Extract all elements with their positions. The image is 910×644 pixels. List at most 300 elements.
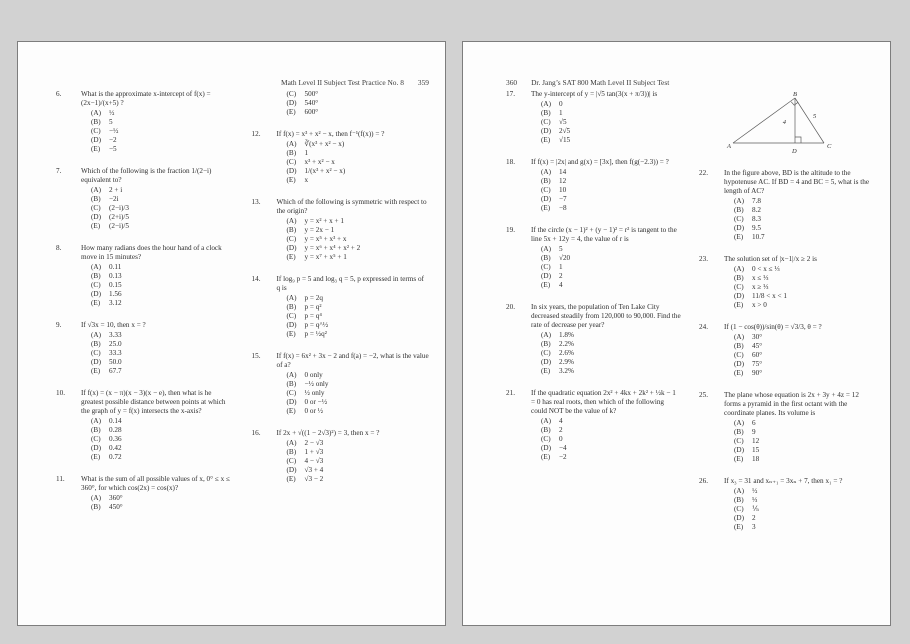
- option-text: 500°: [304, 90, 319, 98]
- option-text: (2+i)/5: [109, 213, 130, 221]
- option-label: (B): [286, 303, 297, 311]
- question-stem: If f(x) = |2x| and g(x) = [3x], then f(g(−2.3)) = ?: [531, 158, 669, 166]
- option-text: 0 or ½: [304, 407, 324, 415]
- option-label: (B): [286, 226, 297, 234]
- option-label: (E): [541, 367, 551, 375]
- question-body: [531, 158, 681, 213]
- question-number: 22.: [699, 169, 708, 177]
- question-number: 25.: [699, 391, 708, 399]
- question-body: [81, 321, 234, 376]
- option-text: 1.56: [109, 290, 122, 298]
- page-number: 359: [417, 78, 429, 87]
- option-label: (E): [286, 330, 296, 338]
- option-text: 0.36: [109, 435, 122, 443]
- question-body: [81, 244, 234, 308]
- option-label: (C): [91, 281, 101, 289]
- vertex-label-a: A: [727, 143, 731, 150]
- option-row: [734, 283, 874, 292]
- option-text: 0: [559, 100, 563, 108]
- option-text: 0 or −½: [304, 398, 328, 406]
- option-row: [734, 265, 874, 274]
- option-row: [91, 444, 234, 453]
- option-row: [91, 435, 234, 444]
- question-number: 7.: [56, 167, 62, 175]
- option-row: [734, 505, 874, 514]
- question-number: 16.: [251, 429, 261, 437]
- option-text: y = x² + x + 1: [304, 217, 344, 225]
- option-row: [734, 197, 874, 206]
- option-row: [734, 274, 874, 283]
- option-row: [734, 446, 874, 455]
- option-text: 75°: [752, 360, 763, 368]
- question: [699, 391, 874, 464]
- options-list: [287, 439, 430, 484]
- option-row: [91, 340, 234, 349]
- option-label: (D): [734, 292, 744, 300]
- options-list: [91, 186, 234, 231]
- option-row: [541, 186, 681, 195]
- option-text: ⅓: [752, 496, 758, 504]
- option-text: 10.7: [752, 233, 765, 241]
- option-row: [91, 426, 234, 435]
- option-row: [734, 514, 874, 523]
- question: [506, 158, 681, 213]
- text-column: [252, 90, 430, 609]
- option-row: [541, 358, 681, 367]
- option-row: [287, 253, 430, 262]
- option-text: √15: [559, 136, 571, 144]
- option-label: (D): [541, 195, 551, 203]
- option-label: (C): [541, 186, 551, 194]
- option-row: [287, 330, 430, 339]
- text-column: [506, 90, 681, 609]
- option-row: [287, 321, 430, 330]
- question-number: 14.: [251, 275, 261, 283]
- option-row: [541, 453, 681, 462]
- option-row: [541, 417, 681, 426]
- question: [252, 352, 430, 416]
- option-row: [287, 475, 430, 484]
- option-row: [734, 215, 874, 224]
- option-row: [734, 360, 874, 369]
- options-list: [541, 245, 681, 290]
- option-row: [91, 367, 234, 376]
- question-body: [531, 90, 681, 145]
- option-label: (E): [286, 475, 296, 483]
- option-label: (E): [286, 176, 296, 184]
- option-label: (C): [91, 349, 101, 357]
- question-body: [81, 90, 234, 154]
- option-row: [734, 233, 874, 242]
- option-text: −2: [559, 453, 567, 461]
- question: [56, 90, 234, 154]
- option-row: [287, 380, 430, 389]
- option-row: [287, 371, 430, 380]
- option-text: 60°: [752, 351, 763, 359]
- option-row: [287, 167, 430, 176]
- option-row: [91, 136, 234, 145]
- question-number: 12.: [251, 130, 261, 138]
- option-row: [287, 303, 430, 312]
- option-text: 3.12: [109, 299, 122, 307]
- option-text: (2−i)/5: [109, 222, 130, 230]
- option-row: [287, 158, 430, 167]
- option-label: (B): [286, 448, 297, 456]
- question-stem: If log₉ p = 5 and log₃ q = 5, p expressed in terms of q is: [276, 275, 424, 292]
- option-label: (E): [541, 281, 551, 289]
- option-text: 4 − √3: [304, 457, 324, 465]
- option-row: [91, 453, 234, 462]
- option-text: 4: [559, 281, 563, 289]
- option-row: [287, 226, 430, 235]
- option-text: 50.0: [109, 358, 122, 366]
- option-text: 2: [559, 272, 563, 280]
- option-row: [541, 195, 681, 204]
- option-row: [734, 342, 874, 351]
- option-label: (C): [286, 457, 297, 465]
- option-text: 3.33: [109, 331, 122, 339]
- option-label: (D): [541, 127, 551, 135]
- option-label: (D): [734, 514, 744, 522]
- option-label: (C): [286, 389, 297, 397]
- option-label: (E): [734, 455, 744, 463]
- option-label: (D): [286, 398, 297, 406]
- option-label: (D): [91, 213, 101, 221]
- option-row: [91, 195, 234, 204]
- question-stem: If f(x) = x³ + x² − x, then f⁻¹(f(x)) = ?: [276, 130, 385, 138]
- options-list: [734, 197, 874, 242]
- option-row: [287, 294, 430, 303]
- option-row: [287, 407, 430, 416]
- question: [506, 90, 681, 145]
- question: [699, 477, 874, 532]
- option-text: 4: [559, 417, 563, 425]
- option-text: 1: [304, 149, 309, 157]
- option-label: (B): [734, 206, 744, 214]
- option-label: (A): [91, 186, 101, 194]
- option-row: [287, 448, 430, 457]
- option-row: [287, 149, 430, 158]
- option-text: x > 0: [752, 301, 767, 309]
- option-text: 1.8%: [559, 331, 574, 339]
- right-triangle-diagram: [725, 90, 853, 156]
- options-list: [734, 265, 874, 310]
- option-row: [541, 263, 681, 272]
- option-label: (A): [286, 294, 297, 302]
- option-text: 0.28: [109, 426, 122, 434]
- page-header: [281, 78, 429, 87]
- option-row: [91, 331, 234, 340]
- option-row: [287, 389, 430, 398]
- question-stem: If f(x) = (x − π)(x − 3)(x − e), then what is he greatest possible distance between points at which the graph of y = f(x) intersects the x-axis?: [81, 389, 226, 415]
- option-text: 2 − √3: [304, 439, 324, 447]
- option-text: 30°: [752, 333, 763, 341]
- question-stem: If the quadratic equation 2x² + 4kx + 2k² + ½k − 1 = 0 has real roots, then which of the following could NOT be the value of k?: [531, 389, 676, 415]
- header-title: Math Level II Subject Test Practice No. 8: [281, 78, 404, 87]
- question-stem: The y-intercept of y = |√5 tan(3(x + π/3))| is: [531, 90, 658, 98]
- option-row: [734, 419, 874, 428]
- option-label: (D): [734, 446, 744, 454]
- option-row: [91, 281, 234, 290]
- question-body: [277, 90, 430, 117]
- option-row: [287, 217, 430, 226]
- option-label: (A): [734, 265, 744, 273]
- option-text: 8.3: [752, 215, 761, 223]
- option-text: 18: [752, 455, 760, 463]
- option-row: [541, 136, 681, 145]
- option-text: 1/(x³ + x² − x): [304, 167, 346, 175]
- option-label: (C): [91, 127, 101, 135]
- options-list: [734, 333, 874, 378]
- option-row: [541, 168, 681, 177]
- question: [56, 244, 234, 308]
- vertex-label-d: D: [792, 148, 797, 155]
- options-list: [541, 100, 681, 145]
- question: [252, 198, 430, 262]
- option-row: [734, 428, 874, 437]
- option-row: [91, 222, 234, 231]
- page-left: [17, 41, 446, 626]
- option-row: [734, 523, 874, 532]
- question-body: [724, 391, 874, 464]
- option-label: (E): [286, 108, 296, 116]
- option-text: ½: [109, 109, 115, 117]
- option-text: 11/8 < x < 1: [752, 292, 787, 300]
- options-list: [541, 331, 681, 376]
- option-label: (C): [541, 435, 551, 443]
- option-text: 2.9%: [559, 358, 574, 366]
- option-text: 10: [559, 186, 567, 194]
- option-text: 3.2%: [559, 367, 574, 375]
- option-text: (2−i)/3: [109, 204, 130, 212]
- option-label: (B): [734, 274, 744, 282]
- question-number: 18.: [506, 158, 515, 166]
- option-label: (C): [734, 351, 744, 359]
- option-label: (E): [541, 453, 551, 461]
- option-text: 33.3: [109, 349, 122, 357]
- question-stem: If f(x) = 6x² + 3x − 2 and f(a) = −2, what is the value of a?: [276, 352, 429, 369]
- option-row: [734, 487, 874, 496]
- option-text: 5: [559, 245, 563, 253]
- options-list: [91, 109, 234, 154]
- question-stem: Which of the following is the fraction 1/(2−i) equivalent to?: [81, 167, 212, 184]
- option-row: [734, 292, 874, 301]
- option-row: [541, 245, 681, 254]
- header-title: Dr. Jang’s SAT 800 Math Level II Subject Test: [531, 78, 670, 87]
- question-number: 19.: [506, 226, 515, 234]
- option-text: 2 + i: [109, 186, 123, 194]
- question-body: [724, 255, 874, 310]
- option-label: (C): [286, 312, 297, 320]
- option-row: [91, 272, 234, 281]
- text-column: [699, 90, 874, 609]
- option-label: (C): [734, 215, 744, 223]
- option-row: [91, 503, 234, 512]
- option-text: 1 + √3: [304, 448, 324, 456]
- question-body: [531, 303, 681, 376]
- option-text: √5: [559, 118, 567, 126]
- option-row: [541, 367, 681, 376]
- option-row: [734, 333, 874, 342]
- option-text: 67.7: [109, 367, 122, 375]
- option-label: (A): [286, 217, 297, 225]
- option-label: (B): [91, 503, 101, 511]
- option-row: [541, 254, 681, 263]
- option-row: [287, 176, 430, 185]
- option-label: (C): [541, 263, 551, 271]
- question-number: 11.: [56, 475, 65, 483]
- option-label: (C): [286, 90, 297, 98]
- text-column: [56, 90, 234, 609]
- option-text: √20: [559, 254, 571, 262]
- option-label: (D): [541, 358, 551, 366]
- option-label: (A): [734, 333, 744, 341]
- option-text: 1: [559, 263, 563, 271]
- option-row: [734, 206, 874, 215]
- option-label: (C): [91, 435, 101, 443]
- option-text: 9: [752, 428, 756, 436]
- option-label: (B): [734, 496, 744, 504]
- option-text: 12: [559, 177, 567, 185]
- question-body: [81, 389, 234, 462]
- option-text: −8: [559, 204, 567, 212]
- page-columns: [56, 90, 429, 609]
- option-label: (D): [286, 321, 297, 329]
- option-row: [541, 349, 681, 358]
- option-text: y = x⁵ + x³ + x: [304, 235, 347, 243]
- option-text: ½ only: [304, 389, 325, 397]
- option-label: (C): [286, 235, 297, 243]
- options-list: [287, 140, 430, 185]
- options-list: [287, 90, 430, 117]
- option-row: [734, 455, 874, 464]
- option-label: (A): [91, 109, 101, 117]
- option-label: (A): [286, 439, 297, 447]
- option-text: −7: [559, 195, 567, 203]
- page-columns: [506, 90, 874, 609]
- option-text: 0.15: [109, 281, 122, 289]
- option-label: (A): [91, 263, 101, 271]
- option-label: (E): [91, 453, 101, 461]
- option-text: 2.2%: [559, 340, 574, 348]
- option-text: √3 − 2: [304, 475, 324, 483]
- option-label: (D): [91, 444, 101, 452]
- option-label: (E): [91, 367, 101, 375]
- question-body: [531, 226, 681, 290]
- option-label: (A): [734, 419, 744, 427]
- option-text: −2i: [109, 195, 119, 203]
- question-number: 17.: [506, 90, 515, 98]
- option-text: 450°: [109, 503, 123, 511]
- question-number: 10.: [56, 389, 65, 397]
- option-label: (B): [91, 195, 101, 203]
- question-body: [277, 275, 430, 339]
- option-row: [287, 398, 430, 407]
- option-label: (A): [286, 371, 297, 379]
- option-label: (D): [91, 290, 101, 298]
- option-label: (E): [541, 204, 551, 212]
- question-stem: In the figure above, BD is the altitude to the hypotenuse AC. If BD = 4 and BC = 5, what is the length of AC?: [724, 169, 870, 195]
- option-row: [91, 204, 234, 213]
- option-row: [91, 358, 234, 367]
- option-row: [541, 426, 681, 435]
- option-text: 360°: [109, 494, 123, 502]
- question-number: 24.: [699, 323, 708, 331]
- option-row: [287, 99, 430, 108]
- option-row: [734, 224, 874, 233]
- option-label: (B): [734, 428, 744, 436]
- question-options-continued: [252, 90, 430, 117]
- option-label: (B): [286, 149, 297, 157]
- option-text: −5: [109, 145, 117, 153]
- question: [699, 323, 874, 378]
- option-label: (D): [734, 224, 744, 232]
- option-row: [541, 331, 681, 340]
- option-label: (C): [541, 118, 551, 126]
- option-row: [734, 369, 874, 378]
- question-body: [81, 475, 234, 512]
- question: [56, 321, 234, 376]
- option-text: 0 only: [304, 371, 323, 379]
- option-text: 25.0: [109, 340, 122, 348]
- option-text: −½ only: [304, 380, 329, 388]
- question-body: [81, 167, 234, 231]
- option-text: 9.5: [752, 224, 761, 232]
- triangle-figure: [725, 90, 874, 161]
- option-row: [541, 340, 681, 349]
- option-label: (A): [91, 331, 101, 339]
- option-label: (A): [91, 417, 101, 425]
- option-row: [287, 235, 430, 244]
- option-text: ⅕: [752, 505, 759, 513]
- option-label: (B): [541, 426, 551, 434]
- option-label: (D): [286, 99, 297, 107]
- option-text: 5: [109, 118, 113, 126]
- option-text: 14: [559, 168, 567, 176]
- option-label: (A): [541, 100, 551, 108]
- option-text: y = 2x − 1: [304, 226, 335, 234]
- option-text: 2: [752, 514, 756, 522]
- option-label: (C): [91, 204, 101, 212]
- option-text: ∛(x³ + x² − x): [304, 140, 345, 148]
- option-row: [541, 100, 681, 109]
- option-text: 600°: [304, 108, 319, 116]
- option-label: (E): [734, 301, 744, 309]
- option-row: [287, 312, 430, 321]
- option-label: (C): [734, 283, 744, 291]
- option-label: (B): [541, 177, 551, 185]
- option-text: −4: [559, 444, 567, 452]
- option-text: p = q²: [304, 303, 322, 311]
- question: [56, 167, 234, 231]
- option-text: x ≥ ⅓: [752, 283, 769, 291]
- option-text: p = ½q²: [304, 330, 327, 338]
- option-row: [541, 127, 681, 136]
- option-row: [734, 351, 874, 360]
- question-body: [724, 477, 874, 532]
- options-list: [541, 417, 681, 462]
- question-stem: The solution set of |x−1|/x ≥ 2 is: [724, 255, 817, 263]
- options-list: [91, 331, 234, 376]
- question-number: 13.: [251, 198, 261, 206]
- question-body: [277, 352, 430, 416]
- option-label: (D): [734, 360, 744, 368]
- question-body: [724, 169, 874, 242]
- option-label: (E): [734, 233, 744, 241]
- question: [506, 226, 681, 290]
- option-label: (D): [286, 167, 297, 175]
- question: [252, 130, 430, 185]
